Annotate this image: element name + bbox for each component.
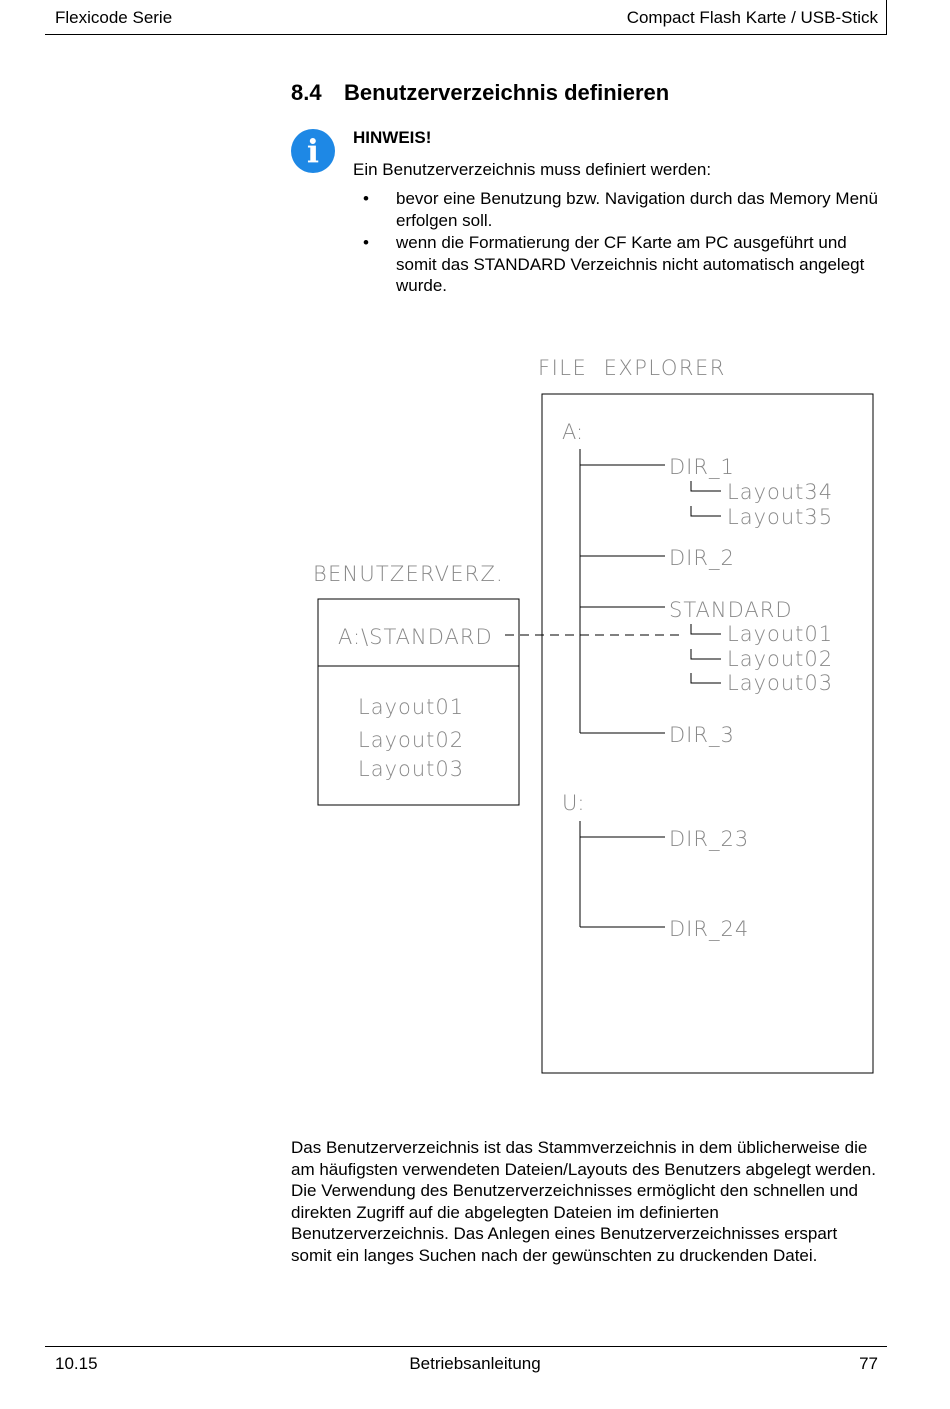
dir-1-file: Layout35 <box>727 505 834 529</box>
tree-sub-branch <box>691 624 721 634</box>
bullet-icon: • <box>363 233 369 252</box>
page-number: 77 <box>859 1354 878 1373</box>
body-paragraph: Das Benutzerverzeichnis ist das Stammverzeichnis in dem üblicherweise die am häufigsten verwendeten Dateien/Layouts des Benutzers abgelegt werden. Die Verwendung des Benutzerverzeichnisses ermöglicht den schnellen und direkten Zugriff auf die abgelegten Dateien im definierten Benutzerverzeichnis. Das Anlegen eines Benutzerverzeichnisses erspart somit ein langes Suchen nach der gewünschten zu druckenden Datei. <box>291 1138 876 1265</box>
dir-3-label: DIR_3 <box>669 723 735 747</box>
note-title: HINWEIS! <box>353 128 432 147</box>
user-dir-path: A:\STANDARD <box>338 625 493 649</box>
user-dir-label: BENUTZERVERZ. <box>313 562 504 586</box>
standard-file: Layout02 <box>727 647 834 671</box>
drive-u-label: U: <box>562 791 585 815</box>
section-number: 8.4 <box>291 80 322 105</box>
header-left: Flexicode Serie <box>55 8 173 27</box>
tree-sub-branch <box>691 481 721 491</box>
tree-sub-branch <box>691 506 721 516</box>
standard-file: Layout01 <box>727 622 834 646</box>
standard-label: STANDARD <box>669 598 793 622</box>
dir-24-label: DIR_24 <box>669 917 750 941</box>
user-dir-file: Layout01 <box>358 695 465 719</box>
footer-divider <box>45 1346 887 1347</box>
dir-23-label: DIR_23 <box>669 827 750 851</box>
footer-version: 10.15 <box>55 1354 98 1373</box>
explorer-label: FILE EXPLORER <box>538 356 726 380</box>
footer-title: Betriebsanleitung <box>409 1354 541 1373</box>
user-dir-file: Layout02 <box>358 728 465 752</box>
tree-sub-branch <box>691 649 721 659</box>
info-icon: i <box>291 129 335 173</box>
user-dir-file: Layout03 <box>358 757 465 781</box>
bullet-icon: • <box>363 189 369 208</box>
bullet-text: wenn die Formatierung der CF Karte am PC ausgeführt und somit das STANDARD Verzeichnis nicht automatisch angelegt wurde. <box>396 233 865 295</box>
dir-2-label: DIR_2 <box>669 546 735 570</box>
section-heading: Benutzerverzeichnis definieren <box>344 80 670 105</box>
drive-a-label: A: <box>562 420 584 444</box>
tree-sub-branch <box>691 673 721 683</box>
standard-file: Layout03 <box>727 671 834 695</box>
dir-1-file: Layout34 <box>727 480 834 504</box>
bullet-text: bevor eine Benutzung bzw. Navigation durch das Memory Menü erfolgen soll. <box>396 189 878 230</box>
header-right: Compact Flash Karte / USB-Stick <box>626 8 878 27</box>
dir-1-label: DIR_1 <box>669 455 735 479</box>
note-intro: Ein Benutzerverzeichnis muss definiert werden: <box>353 160 712 179</box>
